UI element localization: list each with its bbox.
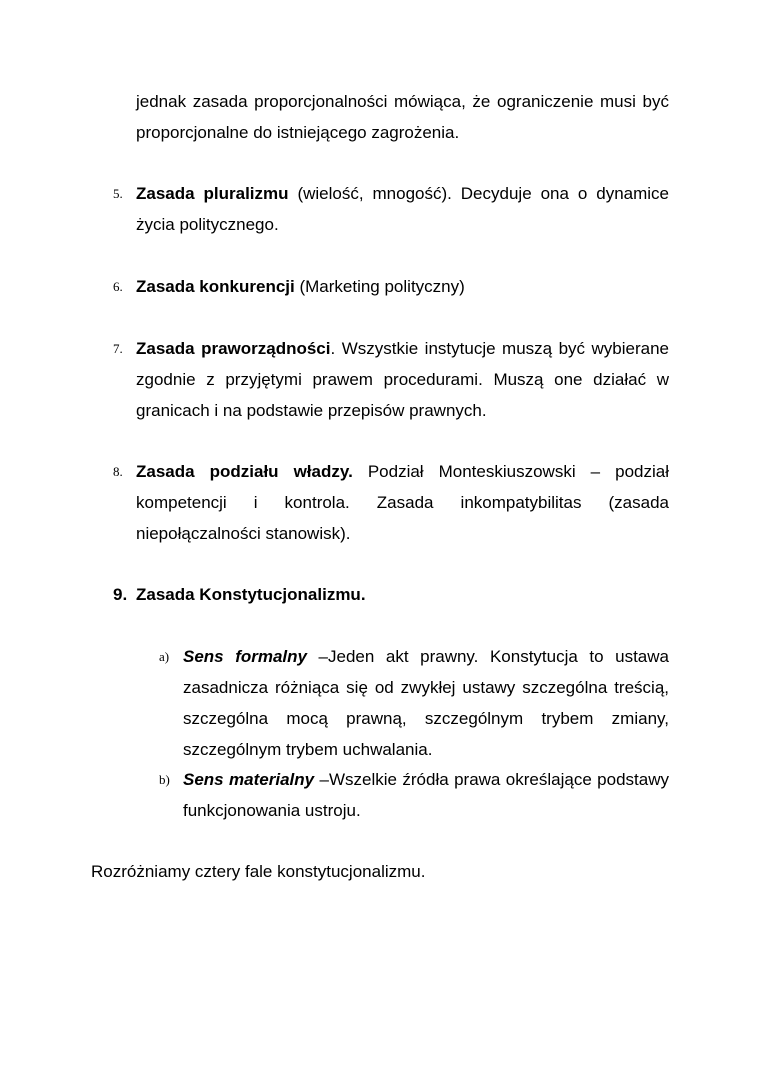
subitem-title: Sens materialny [183, 770, 315, 789]
sublist-item [183, 764, 669, 826]
item-title: Zasada podziału władzy. [136, 462, 353, 481]
sublist-item [183, 641, 669, 765]
list-number: 7. [113, 341, 123, 356]
sublist-letter: b) [159, 772, 170, 787]
subitem-text: –Wszelkie źródła prawa określające podstawy funkcjonowania ustroju. [183, 770, 669, 820]
item-title: Zasada praworządności [136, 339, 331, 358]
list-item [136, 579, 669, 610]
closing-sentence: Rozróżniamy cztery fale konstytucjonalizmu. [91, 862, 426, 881]
continuation-paragraph: jednak zasada proporcjonalności mówiąca, że ograniczenie musi być proporcjonalne do istniejącego zagrożenia. [136, 92, 669, 142]
list-number: 6. [113, 279, 123, 294]
sublist-letter: a) [159, 649, 170, 664]
subitem-title: Sens formalny [183, 647, 307, 666]
item-title: Zasada Konstytucjonalizmu. [136, 585, 366, 604]
list-number: 9. [113, 585, 128, 604]
list-item [136, 456, 669, 549]
item-title: Zasada konkurencji [136, 277, 295, 296]
item-text: (wielość, mnogość). Decyduje ona o dynamice życia politycznego. [136, 184, 669, 234]
list-number: 5. [113, 186, 123, 201]
item-title: Zasada pluralizmu [136, 184, 289, 203]
list-number: 8. [113, 464, 123, 479]
item-text: . Wszystkie instytucje muszą być wybierane zgodnie z przyjętymi prawem procedurami. Muszą one działać w granicach i na podstawie przepisów prawnych. [136, 339, 670, 420]
item-text: (Marketing polityczny) [294, 277, 465, 296]
list-item [136, 333, 669, 426]
list-item [136, 178, 669, 240]
list-item [136, 271, 669, 302]
item-text: Podział Monteskiuszowski – podział kompetencji i kontrola. Zasada inkompatybilitas (zasada niepołączalności stanowisk). [136, 462, 669, 543]
subitem-text: –Jeden akt prawny. Konstytucja to ustawa zasadnicza różniąca się od zwykłej ustawy szczególna treścią, szczególna mocą prawną, szczególnym trybem zmiany, szczególnym trybem uchwalania. [183, 647, 669, 759]
